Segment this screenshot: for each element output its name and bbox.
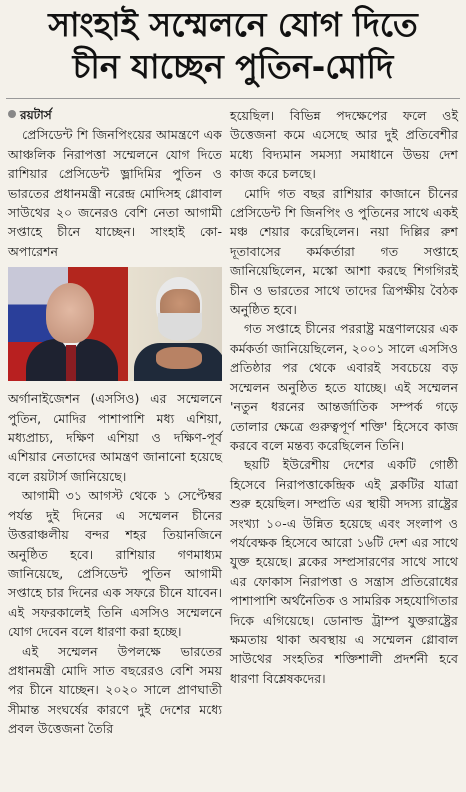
headline-line-1: সাংহাই সম্মেলনে যোগ দিতে <box>48 5 418 44</box>
leaders-photo <box>8 267 222 381</box>
right-column <box>230 106 458 688</box>
headline-divider <box>6 98 460 99</box>
left-paragraph-1: প্রেসিডেন্ট শি জিনপিংয়ের আমন্ত্রণে এক আঞ্চলিক নিরাপত্তা সম্মেলনে যোগ দিতে রাশিয়ার প্রেসিডেন্ট ভ্লাদিমির পুতিন ও ভারতের প্রধানমন্ত্রী নরেন্দ্র মোদিসহ গ্লোবাল সাউথের ২০ জনেরও বেশি নেতা আগামী সপ্তাহে চীনে যাচ্ছেন। সাংহাই কো-অপারেশন <box>8 127 222 259</box>
putin-face <box>46 283 94 343</box>
dateline-source: রয়টার্স <box>20 108 52 122</box>
left-paragraph-4: এই সম্মেলন উপলক্ষে ভারতের প্রধানমন্ত্রী মোদি সাত বছরেরও বেশি সময় পর চীনে যাচ্ছেন। ২০২০ সালে প্রাণঘাতী সীমান্ত সংঘর্ষের কারণে দুই দেশের মধ্যে প্রবল উত্তেজনা তৈরি <box>8 643 222 737</box>
left-paragraph-2: অর্গানাইজেশন (এসসিও) এর সম্মেলনে পুতিন, মোদির পাশাপাশি মধ্য এশিয়া, মধ্যপ্রাচ্য, দক্ষিণ এশিয়া ও দক্ষিণ-পূর্ব এশিয়ার নেতাদের আমন্ত্রণ জানানো হয়েছে বলে রয়টার্স জানিয়েছে। <box>8 391 222 484</box>
right-paragraph-2: মোদি গত বছর রাশিয়ার কাজানে চীনের প্রেসিডেন্ট শি জিনপিং ও পুতিনের সাথে একই মঞ্চ শেয়ার করেছিলেন। নয়া দিল্লির রুশ দূতাবাসের কর্মকর্তারা গত সপ্তাহে জানিয়েছিলেন, মস্কো আশা করছে শিগগিরই চীন ও ভারতের সাথে তাদের ত্রিপক্ষীয় বৈঠক অনুষ্ঠিত হবে। <box>230 185 458 318</box>
left-paragraph-3: আগামী ৩১ আগস্ট থেকে ১ সেপ্টেম্বর পর্যন্ত দুই দিনের এ সম্মেলন চীনের উত্তরাঞ্চলীয় বন্দর শহর তিয়ানজিনে অনুষ্ঠিত হবে। রাশিয়ার গণমাধ্যম জানিয়েছে, প্রেসিডেন্ট পুতিন আগামী সপ্তাহে চার দিনের এক সফরে চীনে যাবেন। এই সফরকালেই তিনি এসসিও সম্মেলনে যোগ দেবেন বলে ধারণা করা হচ্ছে। <box>8 488 222 640</box>
right-paragraph-3: গত সপ্তাহে চীনের পররাষ্ট্র মন্ত্রণালয়ের এক কর্মকর্তা জানিয়েছিলেন, ২০০১ সালে এসসিও প্রতিষ্ঠার পর থেকে এবারই সবচেয়ে বড় সম্মেলন অনুষ্ঠিত হতে যাচ্ছে। এই সম্মেলন 'নতুন ধরনের আন্তর্জাতিক সম্পর্ক গড়ে তোলার ক্ষেত্রে গুরুত্বপূর্ণ শক্তি' হিসেবে কাজ করবে বলে মন্তব্য করেছিলেন তিনি। <box>230 321 458 453</box>
right-paragraph-1: হয়েছিল। বিভিন্ন পদক্ষেপের ফলে ওই উত্তেজনা কমে এসেছে আর দুই প্রতিবেশীর মধ্যে বিদ্যমান সমস্যা সমাধানে উভয় দেশ কাজ করে চলছে। <box>230 108 458 182</box>
bullet-icon <box>8 110 16 118</box>
putin-tie <box>66 345 76 381</box>
headline <box>0 4 466 88</box>
left-column <box>8 106 222 739</box>
right-paragraph-4: ছয়টি ইউরেশীয় দেশের একটি গোষ্ঠী হিসেবে নিরাপত্তাকেন্দ্রিক এই ব্লকটির যাত্রা শুরু হয়েছিল। সম্প্রতি এর স্থায়ী সদস্য রাষ্ট্রের সংখ্যা ১০-এ উন্নিত হয়েছে এবং সংলাপ ও পর্যবেক্ষক হিসেবে আরো ১৬টি দেশ এর সাথে যুক্ত হয়েছে। ব্লকের সম্প্রসারণের সাথে সাথে এর ফোকাস নিরাপত্তা ও সন্ত্রাস প্রতিরোধের পাশাপাশি অর্থনৈতিক ও সামরিক সহযোগিতার দিকে এগিয়েছে। ডোনাল্ড ট্রাম্প যুক্তরাষ্ট্রের ক্ষমতায় থাকা অবস্থায় এ সম্মেলন গ্লোবাল সাউথের সংহতির শক্তিশালী প্রদর্শনী হবে ধারণা বিশ্লেষকদের। <box>230 457 458 686</box>
headline-line-2: চীন যাচ্ছেন পুতিন-মোদি <box>72 47 394 86</box>
modi-hands <box>156 347 202 369</box>
dateline <box>8 106 222 125</box>
